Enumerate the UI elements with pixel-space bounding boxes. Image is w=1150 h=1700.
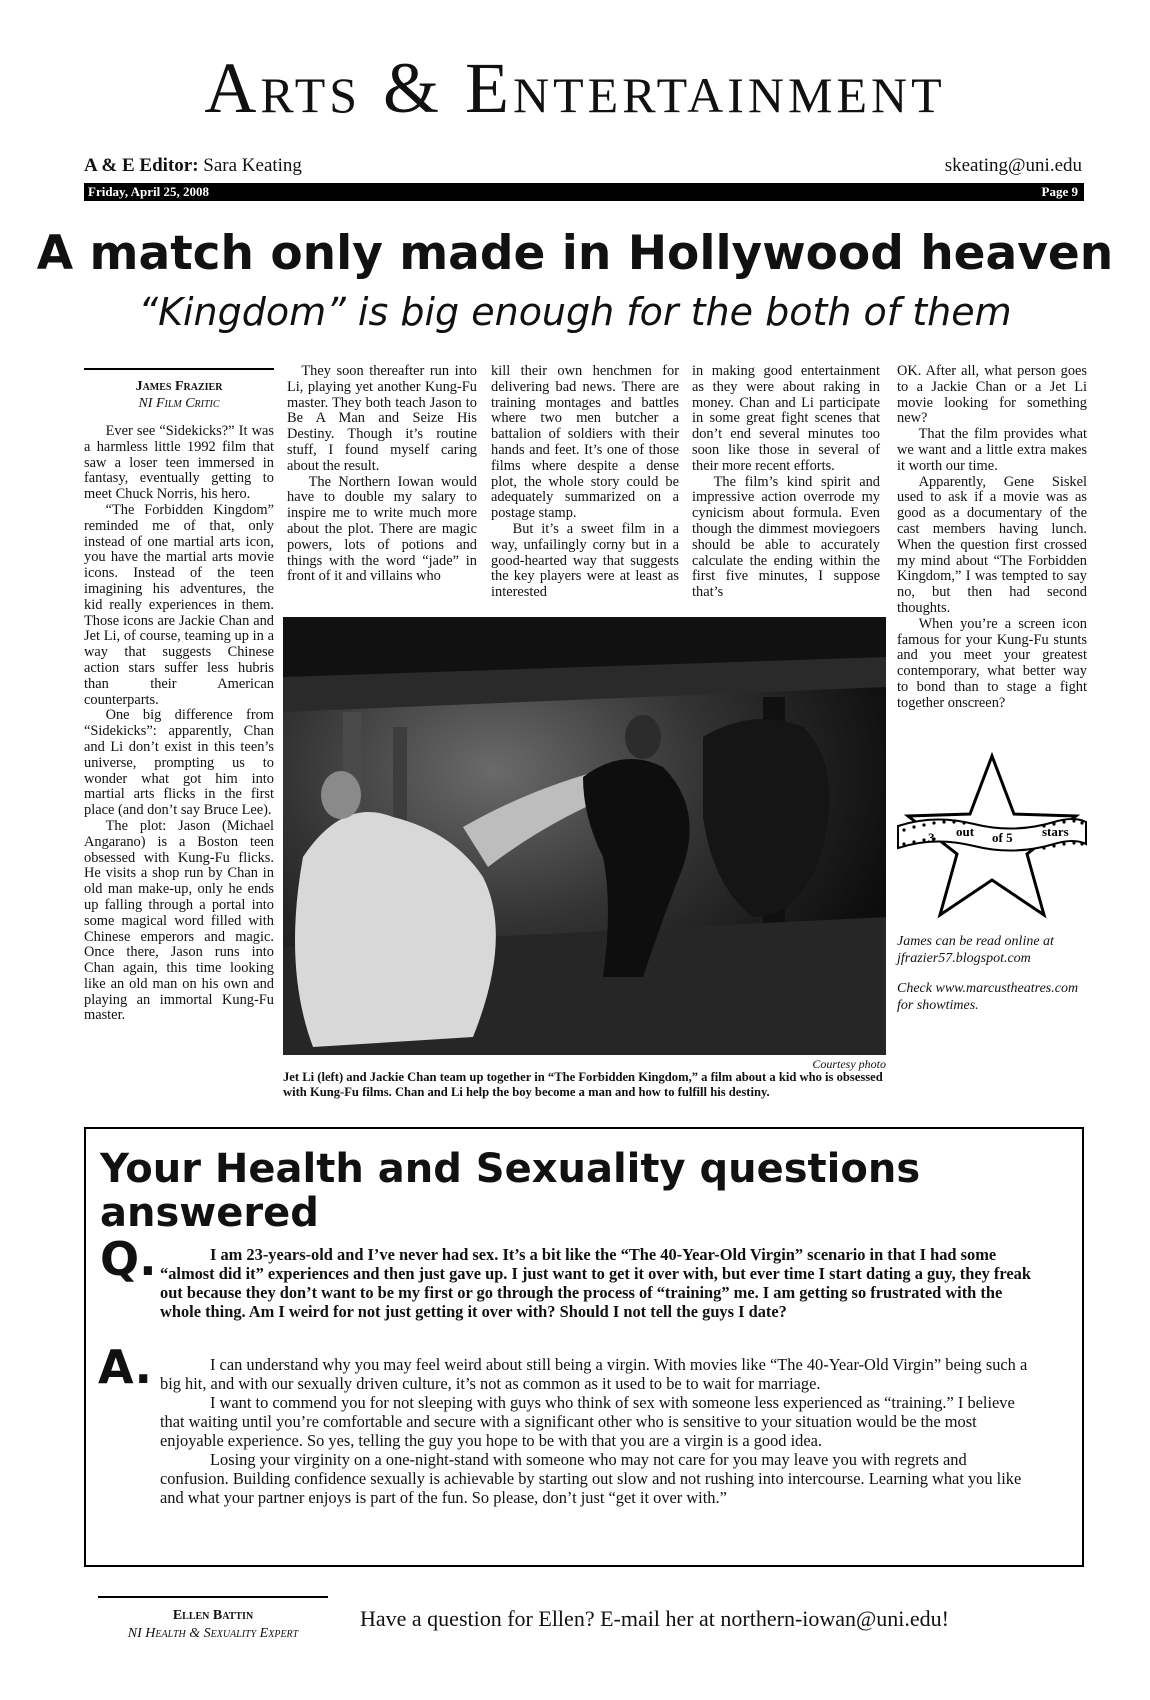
expert-title: NI Health & Sexuality Expert — [127, 1626, 299, 1641]
rating-stars-label: stars — [1042, 824, 1069, 839]
paragraph: in making good entertainment as they were about raking in money. Chan and Li participate in some great fight scenes that don’t end several minutes too soon like those in several of their more recent efforts. — [692, 363, 880, 474]
author-title: NI Film Critic — [138, 396, 220, 411]
paragraph: “The Forbidden Kingdom” reminded me of that, only instead of one martial arts icon, you have the martial arts movie icons. Instead of the teen imagining his adventures, the kid really experiences in them. Those icons are Jackie Chan and Jet Li, of course, teaming up in a way that suggests Chinese action stars suffer less hubris than their American counterparts. — [84, 501, 274, 708]
photo-caption: Jet Li (left) and Jackie Chan team up together in “The Forbidden Kingdom,” a film about a kid who is obsessed with Kung-Fu films. Chan and Li help the boy become a man and how to fulfill his destiny. — [283, 1070, 883, 1099]
health-title: Your Health and Sexuality questions answered — [100, 1146, 921, 1236]
star-icon — [894, 752, 1090, 927]
ask-question-callout[interactable]: Have a question for Ellen? E-mail her at northern-iowan@uni.edu! — [360, 1606, 949, 1631]
paragraph: Apparently, Gene Siskel used to ask if a movie was as good as a documentary of the cast members having lunch. When the question first crossed my mind about “The Forbidden Kingdom,” I was tempted to say no, but then had second thoughts. — [897, 473, 1087, 616]
date-bar — [84, 183, 1084, 201]
paragraph: OK. After all, what person goes to a Jackie Chan or a Jet Li movie looking for something new? — [897, 363, 1087, 427]
article-headline: A match only made in Hollywood heaven — [36, 226, 1114, 281]
author-blog-note: James can be read online at jfrazier57.blogspot.com — [897, 934, 1054, 966]
photo-credit: Courtesy photo — [812, 1057, 886, 1071]
rating-out-label: out — [956, 824, 975, 839]
article-column-2 — [287, 364, 477, 585]
article-byline — [84, 378, 274, 412]
section-title: Arts & Entertainment — [204, 48, 946, 128]
article-subhead: “Kingdom” is big enough for the both of them — [138, 290, 1012, 334]
paragraph: kill their own henchmen for delivering bad news. There are training montages and battles where two men butcher a battalion of soldiers with their hands and feet. It’s one of those films where despite a dense plot, the whole story could be adequately summarized on a postage stamp. — [491, 363, 679, 522]
author-name: James Frazier — [135, 379, 223, 394]
paragraph: When you’re a screen icon famous for your Kung-Fu stunts and you meet your greatest contemporary, what better way to bond than to stage a fight together onscreen? — [897, 615, 1087, 711]
expert-byline-rule — [98, 1596, 328, 1598]
issue-date: Friday, April 25, 2008 — [88, 184, 209, 199]
reader-question: I am 23-years-old and I’ve never had sex. It’s a bit like the “The 40-Year-Old Virgin” scenario in that I had some “almost did it” experiences and then just gave up. I just want to get it over with, but ever time I start dating a guy, they freak out because they don’t want to be my first or go through the process of “training” me. I am getting so frustrated with the whole thing. Am I weird for not just getting it over with? Should I not tell the guys I date? — [160, 1245, 1031, 1321]
paragraph: One big difference from “Sidekicks”: apparently, Chan and Li don’t exist in this teen’s universe, prompting us to wonder what got him into martial arts flicks in the first place (and don’t say Bruce Lee). — [84, 707, 274, 819]
rating-badge — [894, 752, 1090, 927]
expert-byline — [98, 1607, 328, 1643]
rating-max-label: of 5 — [992, 830, 1013, 845]
question-marker: Q. — [100, 1232, 157, 1286]
paragraph: I want to commend you for not sleeping with guys who think of sex with someone less experienced as “training.” I believe that waiting until you’re comfortable and secure with a significant other who is sensitive to your situation would be the most enjoyable experience. So yes, telling the guy you hope to be with that you are a virgin is a good idea. — [160, 1393, 1015, 1450]
paragraph: The film’s kind spirit and impressive action overrode my cynicism about formula. Even though the dimmest moviegoers should be able to accurately calculate the ending within the first five minutes, I suppose that’s — [692, 473, 880, 601]
expert-answer — [160, 1355, 1032, 1507]
paragraph: That the film provides what we want and a little extra makes it worth our time. — [897, 426, 1087, 474]
editor-email[interactable]: skeating@uni.edu — [944, 155, 1082, 176]
article-column-5 — [897, 364, 1087, 712]
paragraph: Ever see “Sidekicks?” It was a harmless little 1992 film that saw a loser teen immersed in fantasy, eventually getting to meet Chuck Norris, his hero. — [84, 423, 274, 503]
paragraph: The Northern Iowan would have to double my salary to inspire me to write much more about the plot. There are magic powers, lots of potions and things with the word “jade” in front of it and villains who — [287, 473, 477, 585]
showtimes-note: Check www.marcustheatres.com for showtimes. — [897, 981, 1079, 1013]
article-column-4 — [692, 364, 880, 601]
paragraph: The plot: Jason (Michael Angarano) is a Boston teen obsessed with Kung-Fu flicks. He visits a shop run by Chan in old man make-up, only he ends up falling through a portal into some magical word filled with Chinese emperors and magic. Once there, Jason runs into Chan again, this time looking like an old man on his own and playing an immortal Kung-Fu master. — [84, 817, 274, 1024]
byline-rule — [84, 368, 274, 370]
paragraph: They soon thereafter run into Li, playing yet another Kung-Fu master. They both teach Jason to Be A Man and Seize His Destiny. Though it’s routine stuff, I found myself caring about the result. — [287, 363, 477, 474]
page-number: Page 9 — [1041, 184, 1078, 199]
expert-name: Ellen Battin — [172, 1608, 254, 1623]
article-column-1 — [84, 424, 274, 1024]
article-photo — [283, 617, 886, 1055]
answer-marker: A. — [98, 1340, 152, 1394]
rating-score: 3 — [928, 830, 935, 845]
paragraph: Losing your virginity on a one-night-stand with someone who may not care for you may leave you with regrets and confusion. Building confidence sexually is achievable by starting out slow and not rushing into intercourse. Learning what you like and what your partner enjoys is part of the fun. So please, don’t just “get it over with.” — [160, 1450, 1022, 1507]
photo-illustration — [283, 617, 886, 1055]
paragraph: I can understand why you may feel weird about still being a virgin. With movies like “The 40-Year-Old Virgin” being such a big hit, and with our sexually driven culture, it’s not as common as it used to be to wait for marriage. — [160, 1355, 1028, 1393]
editor-label: A & E Editor: — [84, 155, 199, 176]
editor-name: Sara Keating — [203, 155, 302, 176]
paragraph: But it’s a sweet film in a way, unfailingly corny but in a good-hearted way that suggests the key players were at least as interested — [491, 520, 679, 601]
article-column-3 — [491, 364, 679, 601]
editor-credit — [84, 155, 302, 177]
